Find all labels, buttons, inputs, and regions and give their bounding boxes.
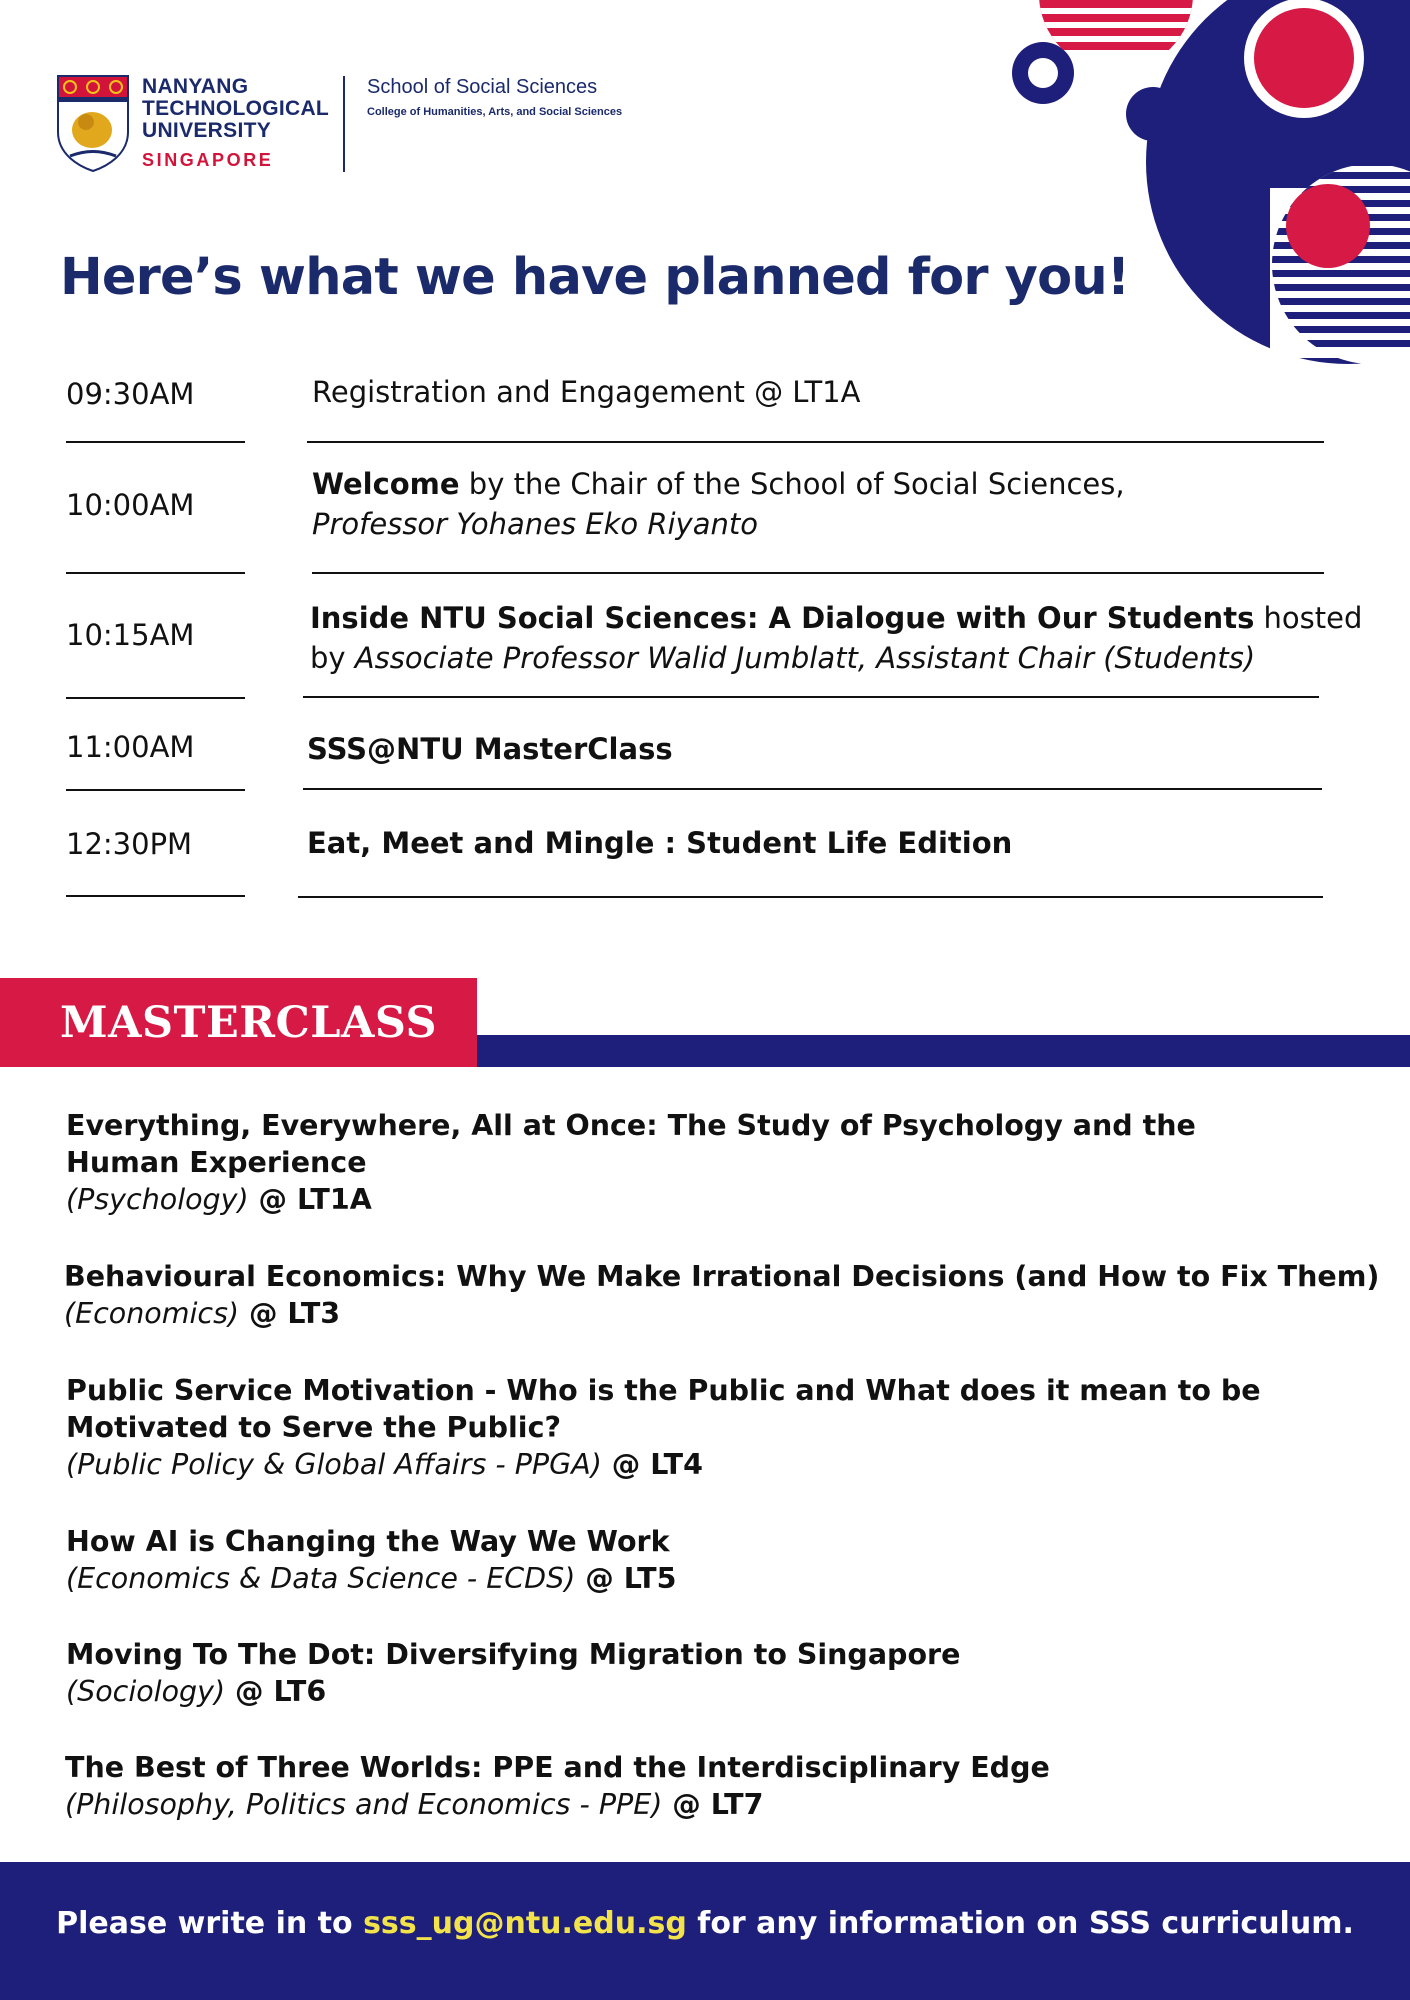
masterclass-item-title: Everything, Everywhere, All at Once: The Study of Psychology and the Human Experience <box>66 1109 1196 1179</box>
schedule-time: 09:30AM <box>66 377 195 411</box>
schedule-event <box>310 598 1400 678</box>
masterclass-item-title: How AI is Changing the Way We Work <box>66 1525 670 1558</box>
schedule-event <box>307 729 673 769</box>
masterclass-item <box>66 1107 1306 1218</box>
ntu-crest-icon <box>56 74 130 172</box>
school-name: School of Social Sciences <box>367 76 598 98</box>
divider <box>298 896 1323 898</box>
masterclass-item-subject: (Psychology) <box>66 1183 249 1216</box>
contact-email-link[interactable]: sss_ug@ntu.edu.sg <box>363 1906 687 1941</box>
schedule-event-title: Inside NTU Social Sciences: A Dialogue with Our Students <box>310 601 1255 635</box>
masterclass-item-subject: (Philosophy, Politics and Economics - PPE) <box>65 1788 663 1821</box>
masterclass-item <box>65 1749 1365 1823</box>
masterclass-item-venue: LT4 <box>650 1448 703 1481</box>
schedule-event-title: SSS@NTU MasterClass <box>307 732 673 766</box>
masterclass-item-at: @ <box>662 1788 711 1821</box>
masterclass-item-title: Public Service Motivation - Who is the Public and What does it mean to be Motivated to Serve the Public? <box>66 1374 1261 1444</box>
masterclass-item-venue: LT7 <box>710 1788 764 1821</box>
schedule-event <box>312 464 1125 544</box>
schedule-event <box>312 372 860 412</box>
masterclass-item-title: Moving To The Dot: Diversifying Migration to Singapore <box>66 1638 961 1671</box>
masterclass-item-at: @ <box>601 1448 651 1481</box>
schedule-event-title: Eat, Meet and Mingle : Student Life Edition <box>307 826 1013 860</box>
schedule-event-text: hosted <box>1254 601 1363 635</box>
masterclass-item-venue: LT6 <box>273 1675 327 1708</box>
divider <box>66 572 245 574</box>
divider <box>66 697 245 699</box>
masterclass-item-subject: (Economics & Data Science - ECDS) <box>66 1562 576 1595</box>
schedule-time: 11:00AM <box>66 730 195 764</box>
masterclass-item-at: @ <box>225 1675 274 1708</box>
masterclass-item-venue: LT1A <box>296 1183 372 1216</box>
masterclass-item-title: Behavioural Economics: Why We Make Irrational Decisions (and How to Fix Them) <box>64 1260 1380 1293</box>
schedule-event <box>307 823 1012 863</box>
divider <box>312 572 1324 574</box>
masterclass-title: MASTERCLASS <box>60 998 438 1048</box>
footer-contact-text <box>0 1906 1410 1941</box>
divider <box>303 696 1319 698</box>
divider <box>303 788 1322 790</box>
divider <box>66 441 245 443</box>
page-title: Here’s what we have planned for you! <box>60 248 1130 307</box>
university-name-line-1: NANYANG <box>142 75 249 98</box>
divider <box>66 789 245 791</box>
masterclass-item <box>66 1636 1366 1710</box>
masterclass-item <box>66 1523 1366 1597</box>
footer-suffix: for any information on SSS curriculum. <box>686 1906 1354 1941</box>
schedule-event-text: Registration and Engagement @ LT1A <box>312 375 861 409</box>
masterclass-item-subject: (Public Policy & Global Affairs - PPGA) <box>66 1448 602 1481</box>
masterclass-item-subject: (Sociology) <box>66 1675 226 1708</box>
schedule-time: 10:00AM <box>66 488 195 522</box>
logo-divider <box>343 76 345 172</box>
footer-prefix: Please write in to <box>56 1906 364 1941</box>
university-country: SINGAPORE <box>142 150 274 170</box>
decorative-circles <box>0 0 1410 380</box>
masterclass-item-at: @ <box>575 1562 624 1595</box>
schedule-event-host: Professor Yohanes Eko Riyanto <box>312 507 758 541</box>
divider <box>66 895 245 897</box>
masterclass-item <box>66 1372 1266 1483</box>
college-name: College of Humanities, Arts, and Social Sciences <box>367 106 623 118</box>
university-name <box>142 76 329 142</box>
schedule-event-text: by the Chair of the School of Social Sciences, <box>459 467 1125 501</box>
masterclass-item-venue: LT5 <box>623 1562 677 1595</box>
schedule-event-text: by <box>310 641 355 675</box>
schedule-time: 10:15AM <box>66 618 195 652</box>
schedule-event-title: Welcome <box>312 467 460 501</box>
university-name-line-3: UNIVERSITY <box>142 119 272 142</box>
divider <box>307 441 1324 443</box>
masterclass-item <box>64 1258 1380 1332</box>
masterclass-item-venue: LT3 <box>287 1297 341 1330</box>
masterclass-item-at: @ <box>248 1183 297 1216</box>
masterclass-item-title: The Best of Three Worlds: PPE and the Interdisciplinary Edge <box>65 1751 1050 1784</box>
masterclass-item-subject: (Economics) <box>64 1297 240 1330</box>
university-name-line-2: TECHNOLOGICAL <box>142 97 330 120</box>
schedule-time: 12:30PM <box>66 827 193 861</box>
schedule-event-host: Associate Professor Walid Jumblatt, Assistant Chair (Students) <box>354 641 1256 675</box>
masterclass-item-at: @ <box>239 1297 288 1330</box>
